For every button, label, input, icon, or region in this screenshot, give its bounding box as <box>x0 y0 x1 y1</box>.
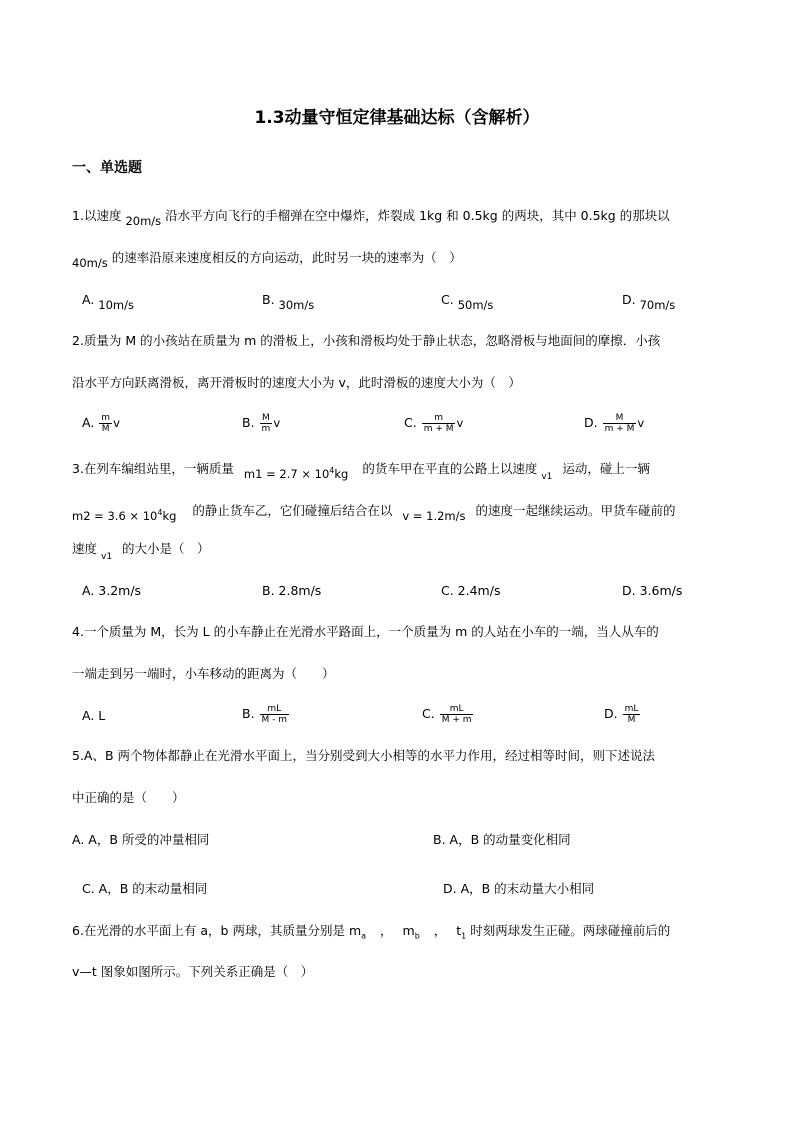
page-title: 1.3动量守恒定律基础达标（含解析） <box>254 108 540 128</box>
fraction <box>440 704 474 725</box>
question-3-line3 <box>72 541 210 562</box>
q4-option-c[interactable] <box>422 704 474 725</box>
denominator: M <box>627 715 636 725</box>
q3-m2-exp: 4 <box>157 508 163 517</box>
q5-option-c[interactable]: C. A，B 的末动量相同 <box>82 881 208 896</box>
q1-option-b[interactable] <box>262 292 315 312</box>
q3-v: v = 1.2m/s <box>402 508 466 523</box>
q4-option-d[interactable] <box>604 704 641 725</box>
option-label: D. <box>622 292 636 307</box>
denominator: M <box>101 424 110 434</box>
q6-mb: m <box>402 923 415 938</box>
q6-sub-t: 1 <box>461 931 467 941</box>
fraction <box>623 704 641 725</box>
q2-option-c[interactable] <box>404 413 463 434</box>
q3-option-c[interactable]: C. 2.4m/s <box>441 583 501 598</box>
section-heading: 一、单选题 <box>72 160 142 176</box>
q3-option-d[interactable]: D. 3.6m/s <box>622 583 683 598</box>
q1-option-d[interactable] <box>622 292 676 312</box>
q3-v1b: v1 <box>101 552 113 562</box>
numerator: m <box>422 413 456 424</box>
q1-text-a2: 以速度 <box>83 208 122 223</box>
q6-sub-a: a <box>361 931 367 941</box>
q3-m1-exp: 4 <box>329 466 335 475</box>
q5-option-a[interactable]: A. A，B 所受的冲量相同 <box>72 832 210 847</box>
option-label: B. <box>262 292 275 307</box>
q5-option-b[interactable]: B. A，B 的动量变化相同 <box>433 832 571 847</box>
fraction <box>260 413 273 434</box>
question-2-line1: 2.质量为 M 的小孩站在质量为 m 的滑板上，小孩和滑板均处于静止状态，忽略滑板与地面间的摩擦．小孩 <box>72 333 661 348</box>
q1-text-b: 沿水平方向飞行的手榴弹在空中爆炸，炸裂成 1kg 和 0.5kg 的两块，其中 0.5kg 的那块以 <box>165 208 670 223</box>
denominator: M - m <box>261 715 288 725</box>
q3-text-g: 的大小是（ ） <box>122 541 210 556</box>
q1-speed: 20m/s <box>125 214 162 228</box>
option-value: 30m/s <box>278 298 315 312</box>
fraction <box>603 413 637 434</box>
q3-text-d: 的静止货车乙，它们碰撞后结合在以 <box>192 502 393 518</box>
question-3-line2 <box>72 500 676 523</box>
q2-option-d[interactable] <box>584 413 644 434</box>
question-3-line1 <box>72 458 650 482</box>
q3-m1 <box>244 467 348 481</box>
variable: v <box>637 416 645 430</box>
q6-text-b: ， <box>380 923 393 938</box>
q3-m2-unit: kg <box>162 508 177 523</box>
q3-text-a: 3.在列车编组站里，一辆质量 <box>72 460 234 476</box>
option-label: B. <box>242 415 255 430</box>
q3-m2 <box>72 509 176 523</box>
q3-text-b: 的货车甲在平直的公路上以速度 <box>362 460 538 476</box>
numerator: mL <box>440 704 474 715</box>
option-label: B. <box>242 706 255 721</box>
q3-option-b[interactable]: B. 2.8m/s <box>262 583 322 598</box>
q6-text-c: ， <box>433 923 447 938</box>
fraction <box>99 413 112 434</box>
option-label: D. <box>604 706 618 721</box>
q6-t: t <box>456 923 462 938</box>
numerator: m <box>101 413 111 423</box>
question-5-line2: 中正确的是（ ） <box>72 790 185 805</box>
q3-text-c: 运动，碰上一辆 <box>562 460 650 476</box>
q1-option-a[interactable] <box>82 292 134 312</box>
q1-text-c: 的速率沿原来速度相反的方向运动，此时另一块的速率为（ ） <box>111 250 462 265</box>
question-4-line2: 一端走到另一端时，小车移动的距离为（ ） <box>72 666 335 681</box>
variable: v <box>113 416 120 430</box>
q5-option-d[interactable]: D. A，B 的末动量大小相同 <box>443 881 595 896</box>
q3-text-f: 速度 <box>72 541 98 556</box>
q3-m1-value: m1 = 2.7 × 10 <box>243 466 330 481</box>
numerator: mL <box>260 704 290 715</box>
option-value: 10m/s <box>98 298 134 312</box>
variable: v <box>273 416 281 430</box>
option-value: 70m/s <box>639 298 676 312</box>
question-2-line2: 沿水平方向跃离滑板，离开滑板时的速度大小为 v，此时滑板的速度大小为（ ） <box>72 375 521 390</box>
denominator: M + m <box>441 715 472 725</box>
q3-option-a[interactable]: A. 3.2m/s <box>82 583 142 598</box>
question-1-line1 <box>72 208 670 228</box>
fraction <box>422 413 456 434</box>
q2-option-a[interactable] <box>82 413 120 434</box>
numerator: M <box>260 413 273 424</box>
option-label: A. <box>82 292 95 307</box>
option-label: D. <box>584 415 598 430</box>
q4-option-a[interactable]: A. L <box>82 708 106 723</box>
numerator: mL <box>624 704 639 714</box>
q4-option-b[interactable] <box>242 704 290 725</box>
variable: v <box>456 416 464 430</box>
q1-text-a: 1. <box>72 208 84 223</box>
q6-sub-b: b <box>414 931 420 941</box>
q6-text-a: 6.在光滑的水平面上有 a，b 两球，其质量分别是 m <box>72 923 362 938</box>
question-1-line2 <box>72 250 462 270</box>
option-label: C. <box>404 415 417 430</box>
question-5-line1: 5.A、B 两个物体都静止在光滑水平面上，当分别受到大小相等的水平力作用，经过相等时间，则下述说法 <box>72 748 656 763</box>
option-label: C. <box>422 706 435 721</box>
q3-m1-unit: kg <box>334 466 349 481</box>
question-6-line2: v—t 图象如图所示。下列关系正确是（ ） <box>72 964 314 979</box>
option-value: 50m/s <box>457 298 494 312</box>
q1-speed2: 40m/s <box>72 256 108 270</box>
q1-option-c[interactable] <box>441 292 494 312</box>
question-4-line1: 4.一个质量为 M，长为 L 的小车静止在光滑水平路面上，一个质量为 m 的人站在小车的一端，当人从车的 <box>72 624 659 639</box>
denominator: m + M <box>604 424 635 434</box>
denominator: m + M <box>423 424 454 434</box>
numerator: M <box>603 413 637 424</box>
q3-v1: v1 <box>541 471 553 482</box>
q3-text-e: 的速度一起继续运动。甲货车碰前的 <box>475 502 676 518</box>
question-6-line1 <box>72 923 670 945</box>
option-label: C. <box>441 292 454 307</box>
fraction <box>260 704 290 725</box>
q6-text-d: 时刻两球发生正碰。两球碰撞前后的 <box>470 923 671 938</box>
option-label: A. <box>82 415 95 430</box>
denominator: m <box>261 424 271 434</box>
q2-option-b[interactable] <box>242 413 280 434</box>
q3-m2-value: m2 = 3.6 × 10 <box>72 508 158 523</box>
